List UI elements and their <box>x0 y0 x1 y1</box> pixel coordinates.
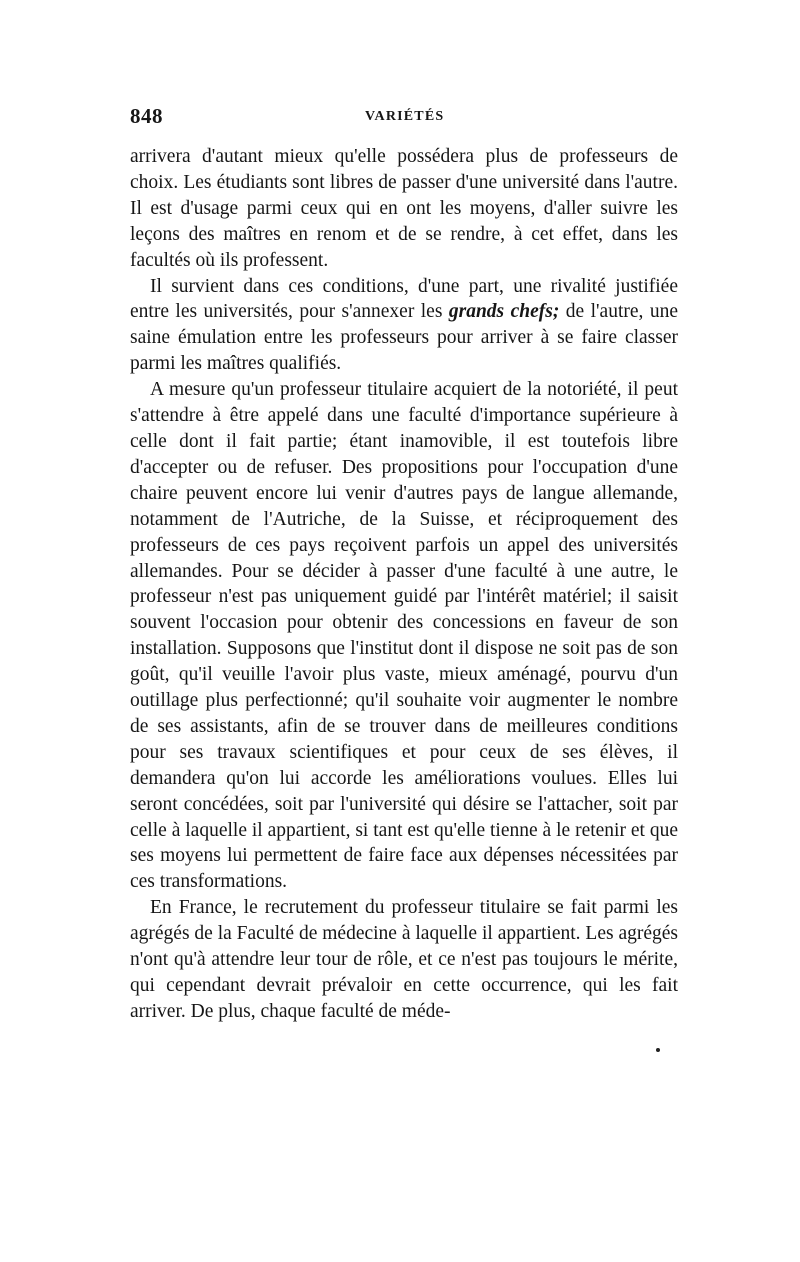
running-title: VARIÉTÉS <box>365 109 445 124</box>
paragraph-2 <box>130 274 678 378</box>
book-page <box>130 100 678 1025</box>
paragraph-1: arrivera d'autant mieux qu'elle possédera plus de professeurs de choix. Les étudiants sont libres de passer d'une université dans l'autre. Il est d'usage parmi ceux qui en ont les moyens, d'aller suivre les leçons des maîtres en renom et de se rendre, à cet effet, dans les facultés où ils professent. <box>130 146 678 271</box>
paragraph-2-after: de l'autre, une saine émulation entre les professeurs pour arriver à se faire classer parmi les maîtres qualifiés. <box>130 301 678 375</box>
paragraph-3: A mesure qu'un professeur titulaire acquiert de la notoriété, il peut s'attendre à être appelé dans une faculté d'importance supérieure à celle dont il fait partie; étant inamovible, il est toutefois libre d'accepter ou de refuser. Des propositions pour l'occupation d'une chaire peuvent encore lui venir d'autres pays de langue allemande, notamment de l'Autriche, de la Suisse, et réciproquement des professeurs de ces pays reçoivent parfois un appel des universités allemandes. Pour se décider à passer d'une faculté à une autre, le professeur n'est pas uniquement guidé par l'intérêt matériel; il saisit souvent l'occasion pour obtenir des concessions en faveur de son installation. Supposons que l'institut dont il dispose ne soit pas de son goût, qu'il veuille l'avoir plus vaste, mieux aménagé, pourvu d'un outillage plus perfectionné; qu'il souhaite voir augmenter le nombre de ses assistants, afin de se trouver dans de meilleures conditions pour ses travaux scientifiques et pour ceux de ses élèves, il demandera qu'on lui accorde les améliorations voulues. Elles lui seront concédées, soit par l'université qui désire se l'attacher, soit par celle à laquelle il appartient, si tant est qu'elle tienne à le retenir et que ses moyens lui permettent de faire face aux dépenses nécessitées par ces transformations. <box>130 379 678 893</box>
body-text <box>130 144 678 1025</box>
running-head <box>130 100 678 130</box>
ink-speck <box>656 1048 660 1052</box>
page-number: 848 <box>130 104 163 128</box>
emphasis-grands-chefs: grands chefs; <box>448 301 560 323</box>
paragraph-4: En France, le recrutement du professeur titulaire se fait parmi les agrégés de la Faculté de médecine à laquelle il appartient. Les agrégés n'ont qu'à attendre leur tour de rôle, et ce n'est pas toujours le mérite, qui cependant devrait prévaloir en cette occurrence, qui les fait arriver. De plus, chaque faculté de méde- <box>130 897 678 1022</box>
paragraph-2-before: Il survient dans ces conditions, d'une part, une rivalité justifiée entre les universités, pour s'annexer les <box>130 275 678 323</box>
